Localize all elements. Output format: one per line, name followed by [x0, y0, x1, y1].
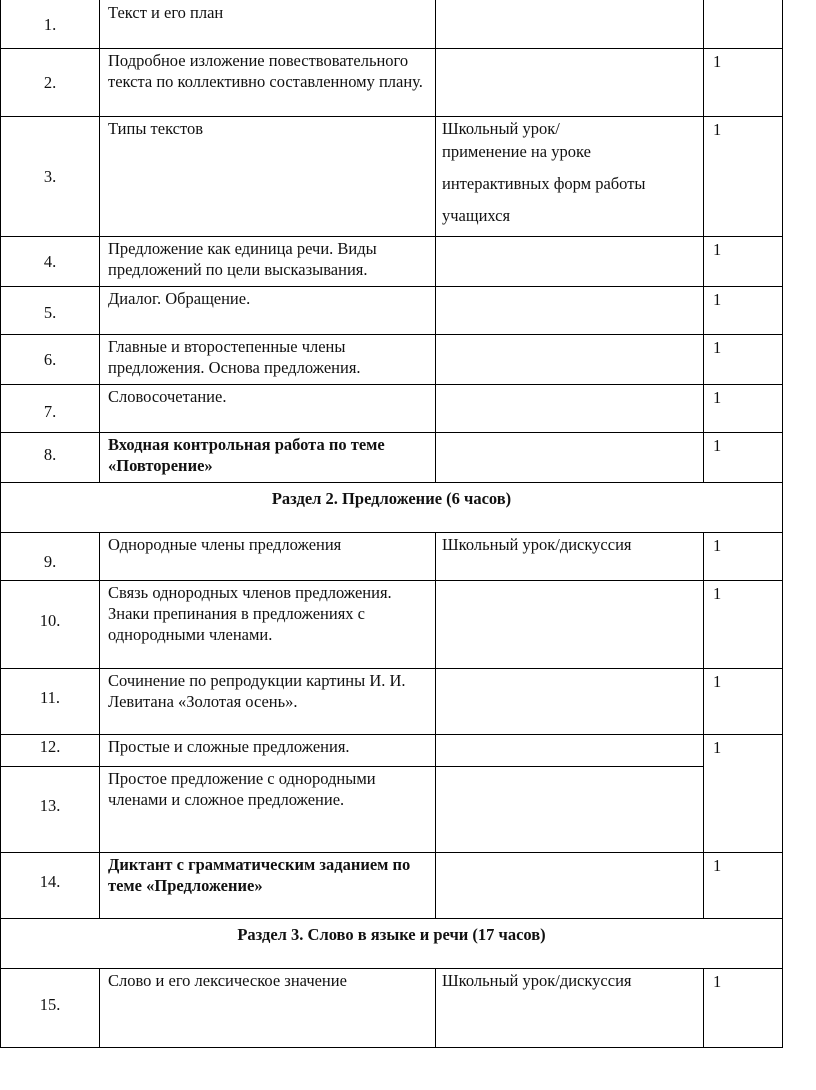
grid-line [99, 0, 100, 482]
lesson-hours: 1 [713, 388, 722, 407]
grid-line [0, 1047, 783, 1048]
lesson-number: 3. [43, 166, 57, 186]
lesson-hours: 1 [713, 972, 722, 991]
grid-line [0, 482, 783, 483]
grid-line [435, 968, 436, 1048]
lesson-hours [703, 766, 783, 769]
lesson-form-line: Школьный урок/ [442, 119, 560, 138]
grid-line [703, 0, 704, 482]
lesson-form: Школьный урок/дискуссия [442, 971, 632, 990]
lesson-hours: 1 [713, 856, 722, 875]
lesson-topic: Словосочетание. [108, 387, 227, 406]
grid-line [0, 0, 1, 1048]
table-row [0, 766, 783, 852]
table-row [0, 48, 783, 116]
grid-line [435, 0, 436, 482]
grid-line [0, 286, 783, 287]
lesson-number: 14. [39, 871, 61, 891]
lesson-form: Школьный урок/дискуссия [442, 535, 632, 554]
grid-line [0, 236, 783, 237]
table-row [0, 968, 783, 1048]
grid-line [0, 334, 783, 335]
grid-line [0, 532, 783, 533]
lesson-hours [703, 0, 783, 3]
lesson-topic: Главные и второстепенные члены предложения. Основа предложения. [108, 337, 361, 377]
grid-line [99, 968, 100, 1048]
grid-line [0, 968, 783, 969]
lesson-form-line: учащихся [442, 206, 511, 225]
table-row [0, 334, 783, 384]
lesson-form-line: применение на уроке [442, 142, 591, 161]
grid-line [0, 580, 783, 581]
grid-line [0, 918, 783, 919]
lesson-number: 13. [39, 795, 61, 815]
table-row [0, 236, 783, 286]
lesson-number: 15. [39, 994, 61, 1014]
lesson-hours: 1 [713, 338, 722, 357]
lesson-hours: 1 [713, 240, 722, 259]
table-row [0, 734, 783, 766]
section-heading: Раздел 3. Слово в языке и речи (17 часов) [237, 925, 546, 944]
lesson-form [435, 0, 703, 2]
lesson-number: 5. [43, 302, 57, 322]
table-row [0, 432, 783, 482]
grid-line [0, 852, 783, 853]
lesson-topic: Текст и его план [108, 3, 224, 22]
lesson-topic: Подробное изложение повествовательного текста по коллективно составленному плану. [108, 51, 423, 91]
grid-line [0, 384, 783, 385]
lesson-topic: Простые и сложные предложения. [108, 737, 350, 756]
lesson-topic: Сочинение по репродукции картины И. И. Левитана «Золотая осень». [108, 671, 406, 711]
table-row [0, 532, 783, 580]
lesson-number: 7. [43, 401, 57, 421]
lesson-topic: Простое предложение с однородными членами и сложное предложение. [108, 769, 376, 809]
grid-line [0, 432, 783, 433]
table-row [0, 668, 783, 734]
lesson-number: 4. [43, 251, 57, 271]
lesson-topic: Входная контрольная работа по теме «Повторение» [108, 435, 385, 475]
grid-line [0, 116, 783, 117]
grid-line [703, 532, 704, 918]
table-row [0, 852, 783, 918]
table-row [0, 384, 783, 432]
table-row [0, 580, 783, 668]
lesson-topic: Диалог. Обращение. [108, 289, 251, 308]
lesson-number: 12. [39, 736, 61, 756]
grid-line [703, 968, 704, 1048]
lesson-number: 10. [39, 610, 61, 630]
grid-line [0, 734, 783, 735]
lesson-hours: 1 [713, 672, 722, 691]
lesson-hours: 1 [713, 290, 722, 309]
lesson-hours: 1 [713, 52, 722, 71]
lesson-topic: Слово и его лексическое значение [108, 971, 347, 990]
lesson-number: 8. [43, 444, 57, 464]
grid-line [435, 532, 436, 918]
lesson-topic: Предложение как единица речи. Виды предложений по цели высказывания. [108, 239, 377, 279]
grid-line [0, 48, 783, 49]
lesson-hours: 1 [713, 584, 722, 603]
lesson-number: 9. [43, 551, 57, 571]
table-row [0, 116, 783, 236]
lesson-topic: Однородные члены предложения [108, 535, 342, 554]
lesson-form-line: интерактивных форм работы [442, 174, 646, 193]
grid-line [99, 532, 100, 918]
lesson-topic: Диктант с грамматическим заданием по теме «Предложение» [108, 855, 411, 895]
lesson-number: 11. [39, 687, 60, 707]
lesson-number: 1. [43, 14, 57, 34]
lesson-hours: 1 [713, 120, 722, 139]
section-heading: Раздел 2. Предложение (6 часов) [271, 489, 512, 508]
grid-line [0, 766, 703, 767]
grid-line [0, 668, 783, 669]
lesson-topic: Типы текстов [108, 119, 204, 138]
lesson-topic: Связь однородных членов предложения. Знаки препинания в предложениях с однородными членами. [108, 583, 392, 644]
lesson-number: 6. [43, 349, 57, 369]
table-row [0, 0, 783, 48]
lesson-number: 2. [43, 72, 57, 92]
lesson-form [435, 116, 703, 226]
table-row [0, 286, 783, 334]
lesson-hours: 1 [713, 436, 722, 455]
lesson-hours: 1 [713, 738, 722, 757]
lesson-hours: 1 [713, 536, 722, 555]
grid-line [782, 0, 783, 1048]
